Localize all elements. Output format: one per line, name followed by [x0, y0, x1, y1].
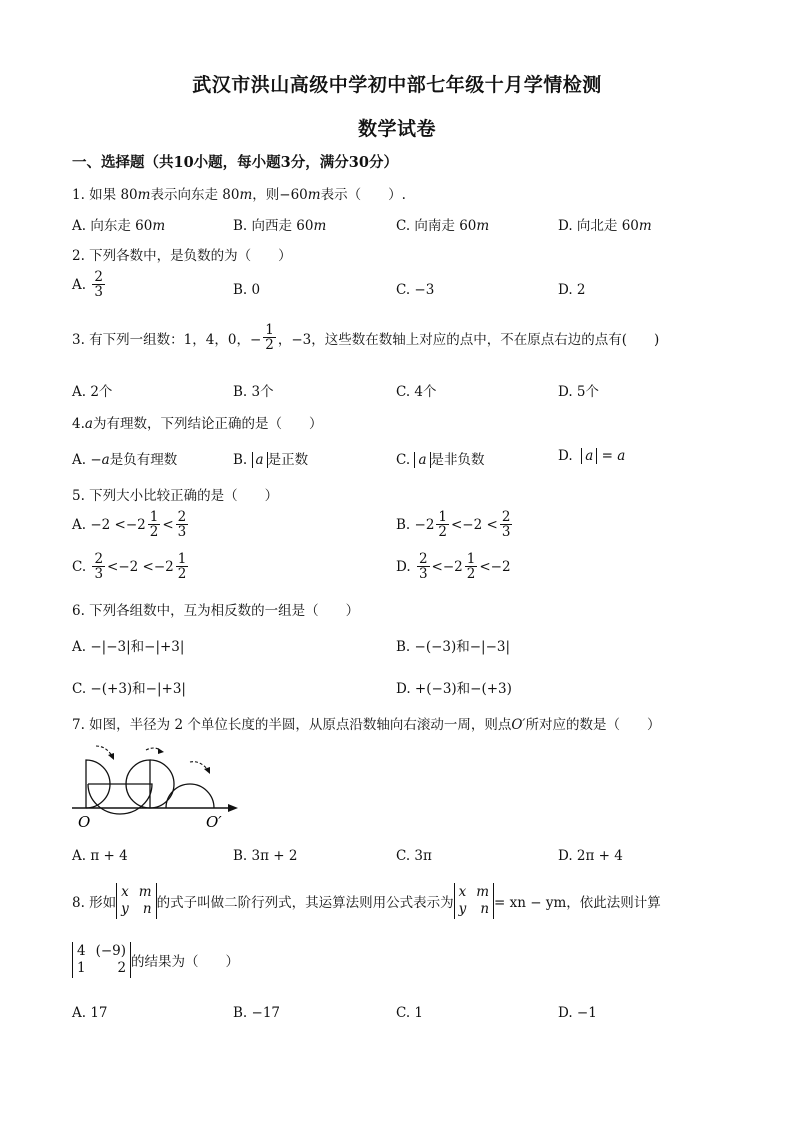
- q7-option-a: A. π + 4: [72, 848, 128, 864]
- question-3: 3. 有下列一组数：1，4，0，− $\frac{1}{2}$ ，−3，这些数在数轴上对应的点中，不在原点右边的点有( ): [72, 322, 660, 354]
- q8-option-c: C. 1: [396, 1005, 424, 1021]
- q6-option-c: C. −(+3)和−|+3|: [72, 681, 186, 697]
- q1-option-c: C. 向南走 60m: [396, 218, 490, 234]
- question-8-continued: 4 (−9) 1 2 的结果为（ ）: [72, 942, 239, 978]
- rolling-semicircle-figure: [66, 740, 246, 832]
- q4-option-a: A. −a是负有理数: [72, 452, 178, 468]
- page-subtitle: 数学试卷: [357, 118, 436, 140]
- determinant-symbol: x m y n: [116, 883, 156, 919]
- section-header: 一、选择题（共10小题，每小题3分，满分30分）: [72, 154, 398, 171]
- page-title: 武汉市洪山高级中学初中部七年级十月学情检测: [192, 74, 602, 96]
- q3-option-b: B. 3个: [233, 384, 274, 400]
- q1-option-a: A. 向东走 60m: [72, 218, 166, 234]
- q4-option-c: C. a 是非负数: [396, 452, 485, 468]
- q6-option-d: D. +(−3)和−(+3): [396, 681, 512, 697]
- q5-option-b: B. −2 $\frac{1}{2}$ <−2 < $\frac{2}{3}$: [396, 509, 511, 541]
- q7-option-b: B. 3π + 2: [233, 848, 298, 864]
- q5-option-c: C. $\frac{2}{3}$ <−2 <−2 $\frac{1}{2}$: [72, 551, 187, 583]
- question-5: 5. 下列大小比较正确的是（ ）: [72, 488, 279, 504]
- question-7: 7. 如图，半径为 2 个单位长度的半圆，从原点沿数轴向右滚动一周，则点O′所对应的数是（ ）: [72, 717, 661, 733]
- q7-option-c: C. 3π: [396, 848, 432, 864]
- question-6: 6. 下列各组数中，互为相反数的一组是（ ）: [72, 603, 360, 619]
- q8-option-b: B. −17: [233, 1005, 280, 1021]
- q8-option-a: A. 17: [72, 1005, 108, 1021]
- question-1: 1. 如果 80m表示向东走 80m，则−60m表示（ ）.: [72, 187, 406, 203]
- q6-option-a: A. −|−3|和−|+3|: [72, 639, 185, 655]
- label-origin: O: [78, 813, 91, 831]
- q2-option-c: C. −3: [396, 282, 435, 298]
- q3-option-d: D. 5个: [558, 384, 600, 400]
- q8-option-d: D. −1: [558, 1005, 597, 1021]
- determinant-compute: 4 (−9) 1 2: [72, 942, 131, 978]
- q2-option-d: D. 2: [558, 282, 586, 298]
- q6-option-b: B. −(−3)和−|−3|: [396, 639, 511, 655]
- q4-option-b: B. a 是正数: [233, 452, 309, 468]
- q3-option-a: A. 2个: [72, 384, 113, 400]
- question-4: 4.a为有理数，下列结论正确的是（ ）: [72, 416, 323, 432]
- question-8: 8. 形如 x m y n 的式子叫做二阶行列式，其运算法则用公式表示为 x m y n = xn − ym，依此法则计算: [72, 884, 661, 917]
- question-2: 2. 下列各数中，是负数的为（ ）: [72, 248, 292, 264]
- q5-option-d: D. $\frac{2}{3}$ <−2 $\frac{1}{2}$ <−2: [396, 551, 511, 583]
- q5-option-a: A. −2 <−2 $\frac{1}{2}$ < $\frac{2}{3}$: [72, 509, 187, 541]
- determinant-formula: x m y n: [454, 883, 494, 919]
- q2-option-b: B. 0: [233, 282, 261, 298]
- q2-option-a: A. $\frac{2}{3}$: [72, 269, 103, 301]
- label-o-prime: O′: [206, 813, 222, 831]
- q7-option-d: D. 2π + 4: [558, 848, 623, 864]
- q3-option-c: C. 4个: [396, 384, 437, 400]
- q1-option-d: D. 向北走 60m: [558, 218, 652, 234]
- q1-option-b: B. 向西走 60m: [233, 218, 327, 234]
- q4-option-d: D. a = a: [558, 448, 626, 464]
